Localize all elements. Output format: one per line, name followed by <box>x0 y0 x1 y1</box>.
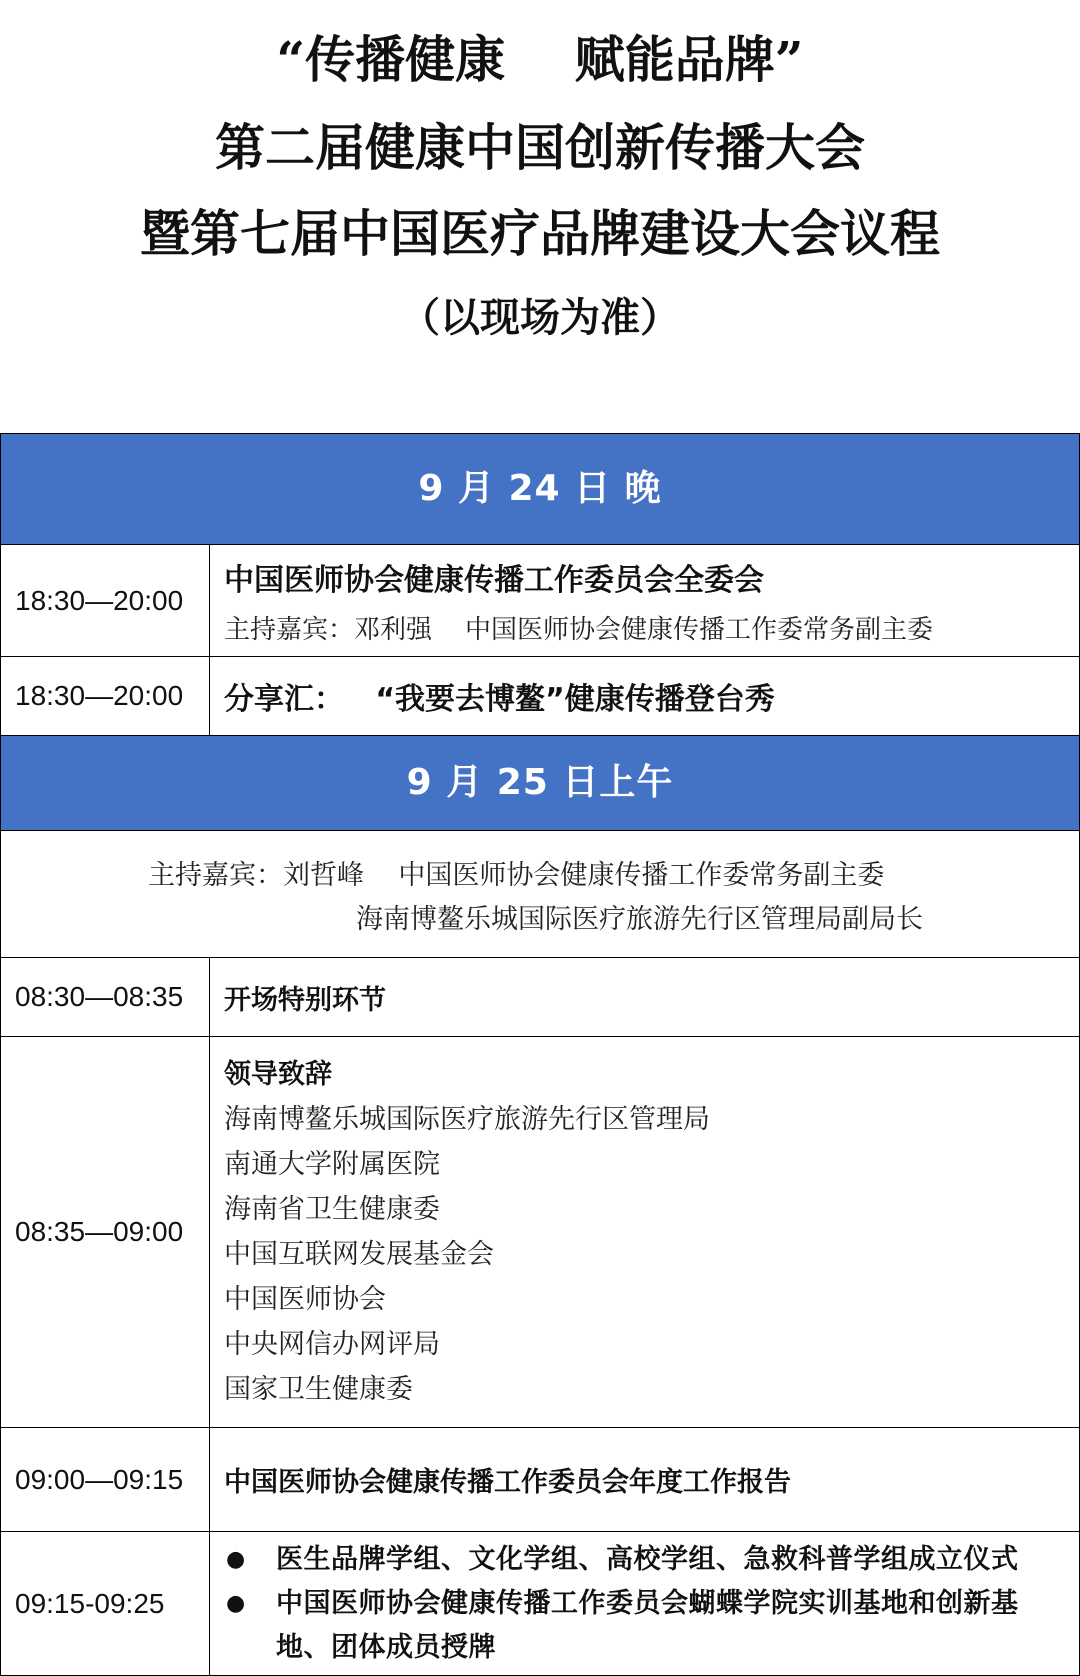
list-item: 南通大学附属医院 <box>224 1149 440 1180</box>
host-line: 主持嘉宾：刘哲峰 中国医师协会健康传播工作委常务副主委 <box>148 860 885 891</box>
session-title: 分享汇： “我要去博鳌”健康传播登台秀 <box>224 682 775 717</box>
table-row <box>1 1428 1079 1532</box>
session-content <box>210 1037 1079 1427</box>
list-item: 中国互联网发展基金会 <box>224 1239 494 1270</box>
list-item: 中国医师协会 <box>224 1284 386 1315</box>
session-time: 09:15-09:25 <box>1 1532 210 1675</box>
list-item: 中央网信办网评局 <box>224 1329 440 1360</box>
bullet-icon: ● <box>226 1590 246 1616</box>
host-info <box>1 831 1079 958</box>
table-row <box>1 1037 1079 1428</box>
session-time: 18:30—20:00 <box>1 545 210 656</box>
table-row <box>1 657 1079 736</box>
table-row <box>1 1532 1079 1675</box>
session-title: 开场特别环节 <box>224 984 386 1016</box>
session-time: 08:30—08:35 <box>1 958 210 1036</box>
list-item <box>224 1538 1079 1582</box>
session-content <box>210 545 1079 656</box>
day-header-sep25: 9 月 25 日上午 <box>1 736 1079 831</box>
agenda-header <box>0 0 1080 420</box>
list-item: 国家卫生健康委 <box>224 1374 413 1405</box>
bullet-text: 中国医师协会健康传播工作委员会蝴蝶学院实训基地和创新基地、团体成员授牌 <box>276 1587 1019 1663</box>
slogan-title: “传播健康 赋能品牌” <box>276 30 804 89</box>
session-title: 中国医师协会健康传播工作委员会年度工作报告 <box>224 1467 791 1498</box>
session-time: 08:35—09:00 <box>1 1037 210 1427</box>
session-title: 领导致辞 <box>224 1059 332 1090</box>
agenda-note: （以现场为准） <box>400 294 680 341</box>
bullet-list <box>224 1538 1079 1670</box>
session-content <box>210 1532 1079 1675</box>
session-host: 主持嘉宾：邓利强 中国医师协会健康传播工作委常务副主委 <box>224 615 934 645</box>
agenda-table <box>0 433 1080 1676</box>
session-title: 中国医师协会健康传播工作委员会全委会 <box>224 563 764 598</box>
host-line: 海南博鳌乐城国际医疗旅游先行区管理局副局长 <box>356 904 923 935</box>
table-row <box>1 545 1079 657</box>
session-content <box>210 958 1079 1036</box>
session-content <box>210 1428 1079 1531</box>
session-time: 09:00—09:15 <box>1 1428 210 1531</box>
bullet-icon: ● <box>226 1546 246 1572</box>
list-item: 海南省卫生健康委 <box>224 1194 440 1225</box>
day-header-sep24: 9 月 24 日 晚 <box>1 434 1079 545</box>
session-content <box>210 657 1079 735</box>
conference-title: 第二届健康中国创新传播大会 <box>215 118 865 177</box>
bullet-text: 医生品牌学组、文化学组、高校学组、急救科普学组成立仪式 <box>276 1543 1019 1575</box>
agenda-title: 暨第七届中国医疗品牌建设大会议程 <box>140 204 940 263</box>
list-item: 海南博鳌乐城国际医疗旅游先行区管理局 <box>224 1104 710 1135</box>
table-row <box>1 958 1079 1037</box>
session-time: 18:30—20:00 <box>1 657 210 735</box>
list-item <box>224 1582 1079 1670</box>
